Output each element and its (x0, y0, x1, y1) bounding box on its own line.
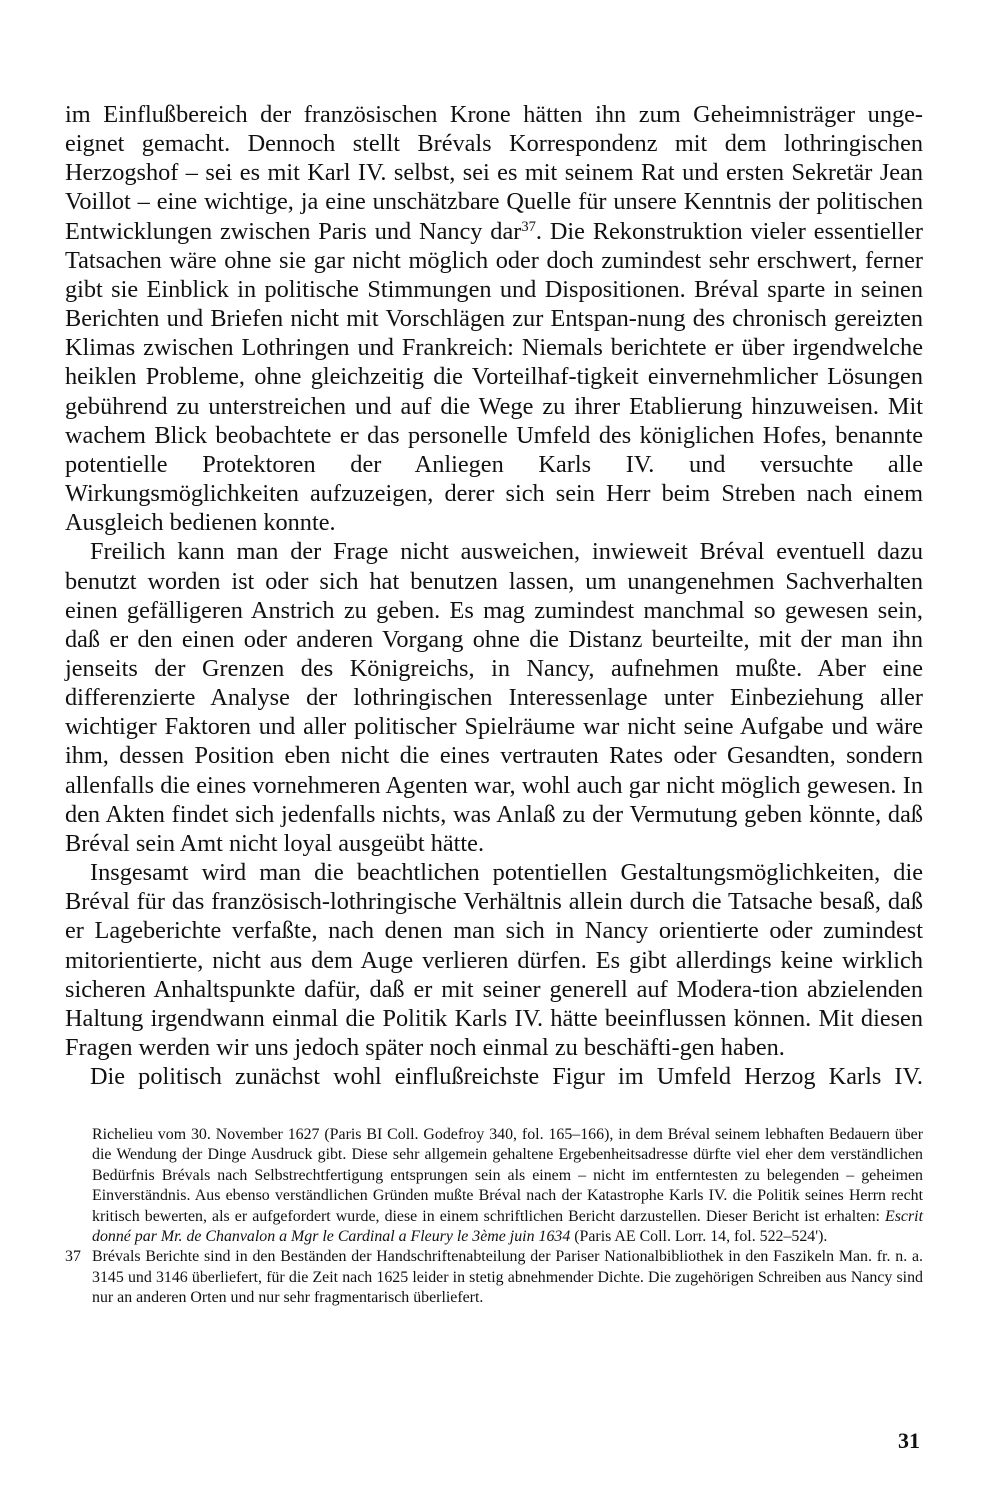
paragraph-1-part-a: im Einflußbereich der französischen Krone hätten ihn zum Geheimnisträger unge-eignet gemacht. Dennoch stellt Brévals Korrespondenz mit dem lothringischen Herzogshof – sei es mit Karl IV. selbst, sei es mit seinem Rat und ersten Sekretär Jean Voillot – eine wichtige, ja eine unschätzbare Quelle für unsere Kenntnis der politischen Entwicklungen zwischen Paris und Nancy dar (65, 101, 923, 245)
paragraph-4: Die politisch zunächst wohl einflußreichste Figur im Umfeld Herzog Karls IV. (90, 1063, 923, 1091)
page-number: 31 (898, 1428, 920, 1453)
footnote-continuation-text-b: (Paris AE Coll. Lorr. 14, fol. 522–524'). (570, 1228, 828, 1246)
paragraph-1 (65, 100, 923, 537)
paragraph-1-part-b: . Die Rekonstruktion vieler essentieller Tatsachen wäre ohne sie gar nicht möglich oder doch zumindest sehr erschwert, ferner gibt sie Einblick in politische Stimmungen und Dispositionen. Bréval sparte in seinen Berichten und Briefen nicht mit Vorschlägen zur Entspan-nung des chronisch gereizten Klimas zwischen Lothringen und Frankreich: Niemals berichtete er über irgendwelche heiklen Probleme, ohne gleichzeitig die Vorteilhaf-tigkeit einvernehmlicher Lösungen gebührend zu unterstreichen und auf die Wege zu ihrer Etablierung hinzuweisen. Mit wachem Blick beobachtete er das personelle Umfeld des königlichen Hofes, benannte potentielle Protektoren der Anliegen Karls IV. und versuchte alle Wirkungsmöglichkeiten aufzuzeigen, derer sich sein Herr beim Streben nach einem Ausgleich bedienen konnte. (65, 217, 923, 537)
paragraph-3: Insgesamt wird man die beachtlichen potentiellen Gestaltungsmöglichkeiten, die Bréval für das französisch-lothringische Verhältnis allein durch die Tatsache besaß, daß er Lageberichte verfaßte, nach denen man sich in Nancy orientierte oder zumindest mitorientierte, nicht aus dem Auge verlieren dürfen. Es gibt allerdings keine wirklich sicheren Anhaltspunkte dafür, daß er mit seiner generell auf Modera-tion abzielenden Haltung irgendwann einmal die Politik Karls IV. hätte beeinflussen können. Mit diesen Fragen werden wir uns jedoch später noch einmal zu beschäfti-gen haben. (65, 859, 923, 1061)
main-text (65, 100, 923, 1091)
footnote-continuation (65, 1125, 923, 1247)
footnote-37 (65, 1247, 923, 1308)
paragraph-2: Freilich kann man der Frage nicht ausweichen, inwieweit Bréval eventuell dazu benutzt worden ist oder sich hat benutzen lassen, um unangenehmen Sachverhalten einen gefälligeren Anstrich zu geben. Es mag zumindest manchmal so gewesen sein, daß er den einen oder anderen Vorgang ohne die Distanz beurteilte, mit der man ihn jenseits der Grenzen des Königreichs, in Nancy, aufnehmen mußte. Aber eine differenzierte Analyse der lothringischen Interessenlage unter Einbeziehung aller wichtiger Faktoren und aller politischer Spielräume war nicht seine Aufgabe und wäre ihm, dessen Position eben nicht die eines vertrauten Rates oder Gesandten, sondern allenfalls die eines vornehmeren Agenten war, wohl auch gar nicht möglich gewesen. In den Akten findet sich jedenfalls nichts, was Anlaß zu der Vermutung geben könnte, daß Bréval sein Amt nicht loyal ausgeübt hätte. (65, 538, 923, 857)
footnotes (65, 1125, 923, 1309)
footnote-source-title: Escrit donné par Mr. de Chanvalon a Mgr le Cardinal a Fleury le 3ème juin 1634 (92, 1207, 923, 1246)
footnote-reference-37[interactable]: 37 (521, 218, 536, 235)
footnote-continuation-text-a: Richelieu vom 30. November 1627 (Paris BI Coll. Godefroy 340, fol. 165–166), in dem Bréval seinem lebhaften Bedauern über die Wendung der Dinge Ausdruck gibt. Diese sehr allgemein gehaltene Ergebenheitsadresse dürfte viel eher dem verständlichen Bedürfnis Brévals nach Selbstrechtfertigung entsprungen sein als einem – nicht im entferntesten zu belegenden – geheimen Einverständnis. Aus ebenso verständlichen Gründen mußte Bréval nach der Katastrophe Karls IV. die Politik seines Herrn recht kritisch bewerten, als er aufgefordert wurde, diese in einem schriftlichen Bericht darzustellen. Dieser Bericht ist erhalten: (92, 1126, 923, 1225)
footnote-number: 37 (65, 1248, 81, 1266)
footnote-text: Brévals Berichte sind in den Beständen der Handschriftenabteilung der Pariser Nationalbibliothek in den Faszikeln Man. fr. n. a. 3145 und 3146 überliefert, für die Zeit nach 1625 leider in stetig abnehmender Dichte. Die zugehörigen Schreiben aus Nancy sind nur an anderen Orten und nur sehr fragmentarisch überliefert. (92, 1248, 923, 1307)
page-content (65, 100, 923, 1091)
